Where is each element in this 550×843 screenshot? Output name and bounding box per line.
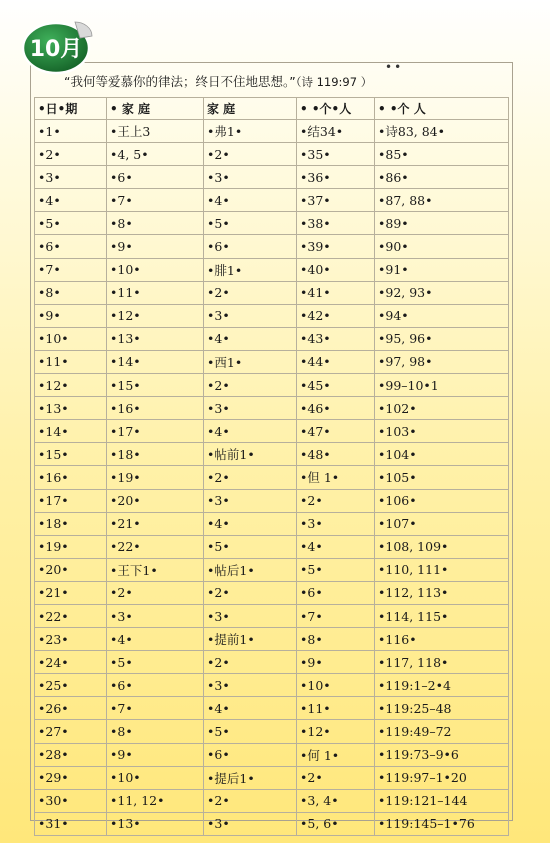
cell-family-1: •10• — [107, 258, 204, 281]
cell-date: •9• — [35, 304, 107, 327]
cell-family-2: •帖后1• — [204, 558, 297, 581]
table-row — [35, 166, 509, 189]
cell-date: •4• — [35, 189, 107, 212]
cell-personal-1: •36• — [297, 166, 375, 189]
cell-personal-2: •116• — [375, 628, 509, 651]
header-date: •日•期 — [35, 98, 107, 120]
cell-family-1: •9• — [107, 235, 204, 258]
cell-date: •3• — [35, 166, 107, 189]
table-row — [35, 558, 509, 581]
cell-family-2: •2• — [204, 281, 297, 304]
table-row — [35, 812, 509, 835]
cell-family-1: •13• — [107, 327, 204, 350]
table-row — [35, 628, 509, 651]
cell-personal-2: •106• — [375, 489, 509, 512]
cell-date: •1• — [35, 120, 107, 143]
cell-personal-2: •108, 109• — [375, 535, 509, 558]
cell-personal-1: •35• — [297, 143, 375, 166]
cell-family-2: •3• — [204, 674, 297, 697]
cell-family-1: •5• — [107, 651, 204, 674]
cell-personal-2: •92, 93• — [375, 281, 509, 304]
cell-family-2: •4• — [204, 420, 297, 443]
month-badge — [20, 16, 98, 76]
table-row — [35, 581, 509, 604]
cell-family-1: •8• — [107, 212, 204, 235]
cell-date: •12• — [35, 374, 107, 397]
cell-personal-2: •86• — [375, 166, 509, 189]
cell-personal-1: •9• — [297, 651, 375, 674]
cell-personal-2: •119:121–144 — [375, 789, 509, 812]
cell-family-1: •15• — [107, 374, 204, 397]
table-row — [35, 720, 509, 743]
cell-family-1: •4, 5• — [107, 143, 204, 166]
table-row — [35, 281, 509, 304]
cell-family-1: •9• — [107, 743, 204, 766]
table-row — [35, 697, 509, 720]
cell-personal-1: •3, 4• — [297, 789, 375, 812]
cell-personal-1: •44• — [297, 350, 375, 373]
verse-line — [64, 72, 484, 90]
table-row — [35, 743, 509, 766]
verse-text: “我何等爱慕你的律法；终日不住地思想。” — [64, 74, 296, 89]
cell-family-2: •5• — [204, 535, 297, 558]
cell-personal-1: •43• — [297, 327, 375, 350]
cell-date: •10• — [35, 327, 107, 350]
cell-date: •5• — [35, 212, 107, 235]
cell-date: •26• — [35, 697, 107, 720]
table-row — [35, 420, 509, 443]
cell-personal-2: •105• — [375, 466, 509, 489]
month-label: 10月 — [29, 37, 83, 62]
cell-family-2: •3• — [204, 604, 297, 627]
cell-personal-1: •39• — [297, 235, 375, 258]
table-row — [35, 651, 509, 674]
cell-personal-2: •85• — [375, 143, 509, 166]
cell-personal-2: •87, 88• — [375, 189, 509, 212]
cell-family-2: •2• — [204, 466, 297, 489]
cell-family-2: •提前1• — [204, 628, 297, 651]
cell-family-1: •19• — [107, 466, 204, 489]
cell-personal-1: •但 1• — [297, 466, 375, 489]
cell-family-1: •8• — [107, 720, 204, 743]
cell-personal-1: •10• — [297, 674, 375, 697]
cell-personal-2: •119:1–2•4 — [375, 674, 509, 697]
cell-personal-2: •102• — [375, 397, 509, 420]
table-row — [35, 443, 509, 466]
cell-family-2: •6• — [204, 743, 297, 766]
cell-personal-1: •何 1• — [297, 743, 375, 766]
cell-date: •8• — [35, 281, 107, 304]
cell-personal-2: •104• — [375, 443, 509, 466]
table-row — [35, 789, 509, 812]
cell-date: •30• — [35, 789, 107, 812]
cell-date: •21• — [35, 581, 107, 604]
cell-family-1: •17• — [107, 420, 204, 443]
table-row — [35, 674, 509, 697]
cell-family-2: •4• — [204, 327, 297, 350]
cell-personal-2: •103• — [375, 420, 509, 443]
cell-date: •27• — [35, 720, 107, 743]
cell-personal-1: •45• — [297, 374, 375, 397]
cell-date: •15• — [35, 443, 107, 466]
cell-family-1: •3• — [107, 604, 204, 627]
cell-personal-2: •119:25–48 — [375, 697, 509, 720]
cell-date: •17• — [35, 489, 107, 512]
cell-personal-2: •117, 118• — [375, 651, 509, 674]
cell-family-2: •5• — [204, 212, 297, 235]
cell-personal-2: •94• — [375, 304, 509, 327]
cell-family-2: •3• — [204, 397, 297, 420]
cell-family-1: •7• — [107, 189, 204, 212]
cell-family-2: •提后1• — [204, 766, 297, 789]
cell-personal-2: •诗83, 84• — [375, 120, 509, 143]
cell-date: •7• — [35, 258, 107, 281]
cell-personal-1: •37• — [297, 189, 375, 212]
cell-family-2: •帖前1• — [204, 443, 297, 466]
cell-date: •2• — [35, 143, 107, 166]
table-row — [35, 189, 509, 212]
table-row — [35, 466, 509, 489]
cell-personal-2: •99–10•1 — [375, 374, 509, 397]
table-row — [35, 489, 509, 512]
cell-personal-1: •46• — [297, 397, 375, 420]
cell-personal-1: •3• — [297, 512, 375, 535]
cell-family-1: •11, 12• — [107, 789, 204, 812]
table-row — [35, 304, 509, 327]
cell-date: •23• — [35, 628, 107, 651]
cell-date: •31• — [35, 812, 107, 835]
table-row — [35, 235, 509, 258]
header-family-2: 家 庭 — [204, 98, 297, 120]
cell-personal-1: •11• — [297, 697, 375, 720]
cell-personal-2: •91• — [375, 258, 509, 281]
table-row — [35, 143, 509, 166]
cell-date: •19• — [35, 535, 107, 558]
table-row — [35, 350, 509, 373]
cell-family-2: •5• — [204, 720, 297, 743]
cell-personal-1: •5, 6• — [297, 812, 375, 835]
cell-personal-1: •2• — [297, 766, 375, 789]
cell-date: •29• — [35, 766, 107, 789]
cell-personal-1: •40• — [297, 258, 375, 281]
table-row — [35, 535, 509, 558]
cell-date: •13• — [35, 397, 107, 420]
cell-family-1: •7• — [107, 697, 204, 720]
cell-personal-1: •6• — [297, 581, 375, 604]
cell-personal-2: •119:73–9•6 — [375, 743, 509, 766]
table-body — [35, 120, 509, 836]
cell-personal-1: •47• — [297, 420, 375, 443]
decorative-dots: •• — [385, 60, 404, 74]
cell-personal-2: •119:97–1•20 — [375, 766, 509, 789]
cell-family-1: •10• — [107, 766, 204, 789]
cell-date: •22• — [35, 604, 107, 627]
table-row — [35, 374, 509, 397]
table-row — [35, 604, 509, 627]
cell-family-2: •6• — [204, 235, 297, 258]
header-family-1: • 家 庭 — [107, 98, 204, 120]
table-row — [35, 766, 509, 789]
cell-family-2: •弗1• — [204, 120, 297, 143]
cell-family-1: •4• — [107, 628, 204, 651]
cell-family-1: •12• — [107, 304, 204, 327]
cell-family-1: •18• — [107, 443, 204, 466]
cell-family-1: •16• — [107, 397, 204, 420]
cell-personal-1: •7• — [297, 604, 375, 627]
cell-personal-2: •110, 111• — [375, 558, 509, 581]
cell-family-2: •3• — [204, 812, 297, 835]
table-row — [35, 512, 509, 535]
cell-family-2: •2• — [204, 374, 297, 397]
cell-family-2: •腓1• — [204, 258, 297, 281]
cell-date: •18• — [35, 512, 107, 535]
table-header-row — [35, 98, 509, 120]
table-row — [35, 258, 509, 281]
cell-date: •25• — [35, 674, 107, 697]
table-row — [35, 327, 509, 350]
table-row — [35, 120, 509, 143]
cell-personal-2: •90• — [375, 235, 509, 258]
cell-family-2: •4• — [204, 189, 297, 212]
cell-date: •28• — [35, 743, 107, 766]
cell-family-2: •4• — [204, 697, 297, 720]
cell-family-2: •3• — [204, 166, 297, 189]
table-row — [35, 397, 509, 420]
cell-family-1: •14• — [107, 350, 204, 373]
cell-personal-2: •107• — [375, 512, 509, 535]
header-personal-2: • •个 人 — [375, 98, 509, 120]
cell-personal-1: •42• — [297, 304, 375, 327]
cell-family-1: •王上3 — [107, 120, 204, 143]
cell-personal-1: •结34• — [297, 120, 375, 143]
cell-family-1: •21• — [107, 512, 204, 535]
cell-personal-1: •48• — [297, 443, 375, 466]
cell-family-1: •11• — [107, 281, 204, 304]
cell-personal-1: •38• — [297, 212, 375, 235]
header-personal-1: • •个•人 — [297, 98, 375, 120]
cell-family-2: •2• — [204, 143, 297, 166]
cell-personal-1: •41• — [297, 281, 375, 304]
verse-reference: （诗 119:97 ） — [295, 75, 373, 89]
cell-personal-2: •119:49–72 — [375, 720, 509, 743]
cell-personal-1: •8• — [297, 628, 375, 651]
cell-date: •24• — [35, 651, 107, 674]
table-row — [35, 212, 509, 235]
cell-personal-1: •12• — [297, 720, 375, 743]
cell-date: •11• — [35, 350, 107, 373]
cell-family-1: •6• — [107, 166, 204, 189]
cell-date: •20• — [35, 558, 107, 581]
cell-personal-2: •119:145–1•76 — [375, 812, 509, 835]
cell-date: •14• — [35, 420, 107, 443]
cell-personal-2: •114, 115• — [375, 604, 509, 627]
cell-family-2: •西1• — [204, 350, 297, 373]
cell-personal-1: •4• — [297, 535, 375, 558]
cell-personal-2: •95, 96• — [375, 327, 509, 350]
cell-family-2: •3• — [204, 304, 297, 327]
reading-plan-table — [34, 97, 509, 836]
cell-family-2: •3• — [204, 489, 297, 512]
cell-family-2: •2• — [204, 789, 297, 812]
cell-personal-1: •2• — [297, 489, 375, 512]
cell-family-1: •20• — [107, 489, 204, 512]
cell-family-1: •王下1• — [107, 558, 204, 581]
cell-family-2: •2• — [204, 581, 297, 604]
cell-personal-2: •97, 98• — [375, 350, 509, 373]
cell-family-1: •6• — [107, 674, 204, 697]
cell-personal-1: •5• — [297, 558, 375, 581]
cell-personal-2: •89• — [375, 212, 509, 235]
cell-family-2: •4• — [204, 512, 297, 535]
cell-family-1: •2• — [107, 581, 204, 604]
cell-date: •16• — [35, 466, 107, 489]
cell-family-1: •22• — [107, 535, 204, 558]
cell-family-1: •13• — [107, 812, 204, 835]
cell-personal-2: •112, 113• — [375, 581, 509, 604]
cell-date: •6• — [35, 235, 107, 258]
cell-family-2: •2• — [204, 651, 297, 674]
